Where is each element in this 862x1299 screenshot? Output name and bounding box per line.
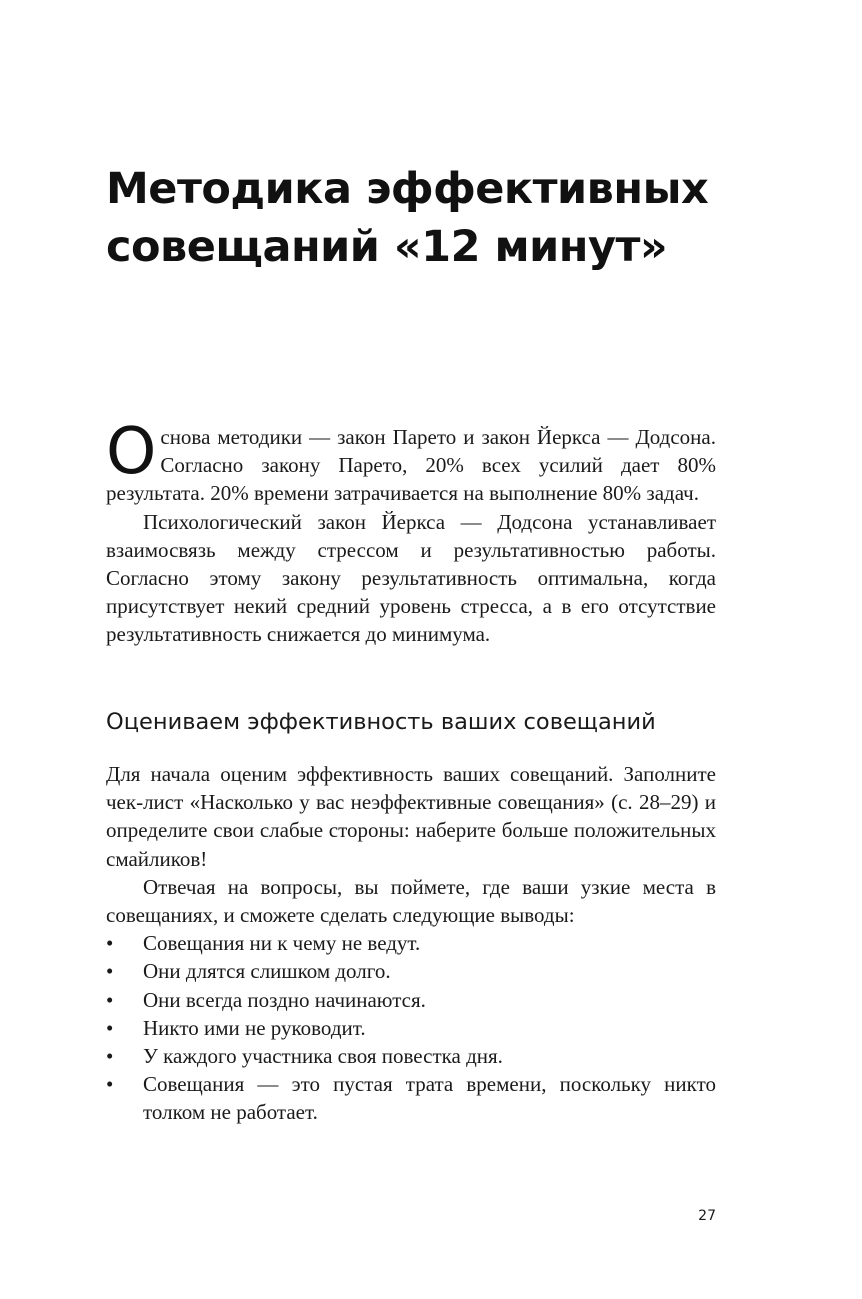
conclusions-list: [106, 929, 716, 1126]
intro-paragraph-1-text: снова методики — закон Парето и закон Йеркса — Додсона. Согласно закону Парето, 20% всех усилий дает 80% результата. 20% времени затрачивается на выполнение 80% задач.: [106, 425, 716, 506]
list-item: [106, 1014, 716, 1042]
intro-paragraph-2: Психологический закон Йеркса — Додсона устанавливает взаимосвязь между стрессом и результативностью работы. Согласно этому закону результативность оптимальна, когда присутствует некий средний уровень стресса, а в его отсутствие результативность снижается до минимума.: [106, 509, 716, 647]
section-paragraph-1: Для начала оценим эффективность ваших совещаний. Заполните чек-лист «Насколько у вас неэффективные совещания» (с. 28–29) и определите свои слабые стороны: наберите больше положительных смайликов!: [106, 762, 716, 871]
list-item-text: Они длятся слишком долго.: [143, 959, 391, 984]
section-text: [106, 760, 716, 1127]
intro-text: [106, 415, 716, 649]
list-item-text: Совещания — это пустая трата времени, поскольку никто толком не работает.: [143, 1072, 716, 1125]
list-item: [106, 929, 716, 957]
list-item-text: Никто ими не руководит.: [143, 1015, 366, 1040]
list-item: [106, 957, 716, 985]
chapter-title-line-2: совещаний «12 минут»: [106, 222, 668, 272]
section-paragraph-2: Отвечая на вопросы, вы поймете, где ваши узкие места в совещаниях, и сможете сделать следующие выводы:: [106, 874, 716, 928]
bullet-marker: •: [106, 959, 114, 984]
section-title: Оцениваем эффективность ваших совещаний: [106, 709, 656, 735]
chapter-title: [106, 160, 746, 276]
page-number: 27: [698, 1208, 716, 1224]
bullet-marker: •: [106, 1072, 114, 1097]
list-item: [106, 1070, 716, 1126]
bullet-marker: •: [106, 931, 114, 956]
bullet-marker: •: [106, 1044, 114, 1069]
list-item-text: Совещания ни к чему не ведут.: [143, 931, 421, 956]
intro-paragraph-1: [106, 415, 716, 508]
bullet-marker: •: [106, 1015, 114, 1040]
drop-cap: О: [106, 415, 157, 489]
list-item-text: Они всегда поздно начинаются.: [143, 987, 426, 1012]
list-item: [106, 986, 716, 1014]
chapter-title-line-1: Методика эффективных: [106, 164, 709, 214]
bullet-marker: •: [106, 987, 114, 1012]
list-item-text: У каждого участника своя повестка дня.: [143, 1044, 503, 1069]
list-item: [106, 1042, 716, 1070]
